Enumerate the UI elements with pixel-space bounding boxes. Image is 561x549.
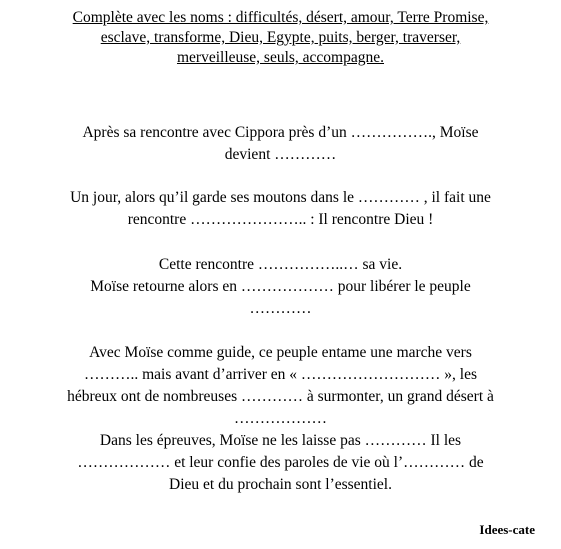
instructions-line: merveilleuse, seuls, accompagne. [176,49,385,66]
paragraph-line: Avec Moïse comme guide, ce peuple entame une marche vers [89,344,472,361]
paragraph-journey [0,342,561,496]
paragraph-line: ……….. mais avant d’arriver en « ……………………… », les [83,366,478,383]
paragraph-line: hébreux ont de nombreuses ………… à surmonter, un grand désert à [67,388,494,405]
paragraph-line: Cette rencontre ……………..… sa vie. [158,256,403,273]
instructions-line: esclave, transforme, Dieu, Egypte, puits, berger, traverser, [100,29,461,46]
paragraph-line: ……………… et leur confie des paroles de vie où l’………… de [77,454,484,471]
paragraph-return [0,254,561,320]
instructions-line: Complète avec les noms : difficultés, désert, amour, Terre Promise, [72,9,489,26]
paragraph-line: devient ………… [224,146,337,163]
paragraph-line: Après sa rencontre avec Cippora près d’un ……………., Moïse [82,124,479,141]
paragraph-line: Dieu et du prochain sont l’essentiel. [169,476,392,493]
paragraph-line: Dans les épreuves, Moïse ne les laisse pas ………… Il les [99,432,462,449]
paragraph-line: ……………… [234,410,327,427]
paragraph-line: rencontre ………………….. : Il rencontre Dieu ! [127,211,434,228]
paragraph-line: Moïse retourne alors en ……………… pour libérer le peuple [90,278,471,295]
paragraph-line: ………… [249,300,312,317]
instructions-heading [0,8,561,68]
paragraph-cippora [0,122,561,166]
paragraph-line: Un jour, alors qu’il garde ses moutons dans le ………… , il fait une [70,189,491,206]
footer-credit: Idees-cate [479,522,535,537]
paragraph-meeting [0,187,561,231]
